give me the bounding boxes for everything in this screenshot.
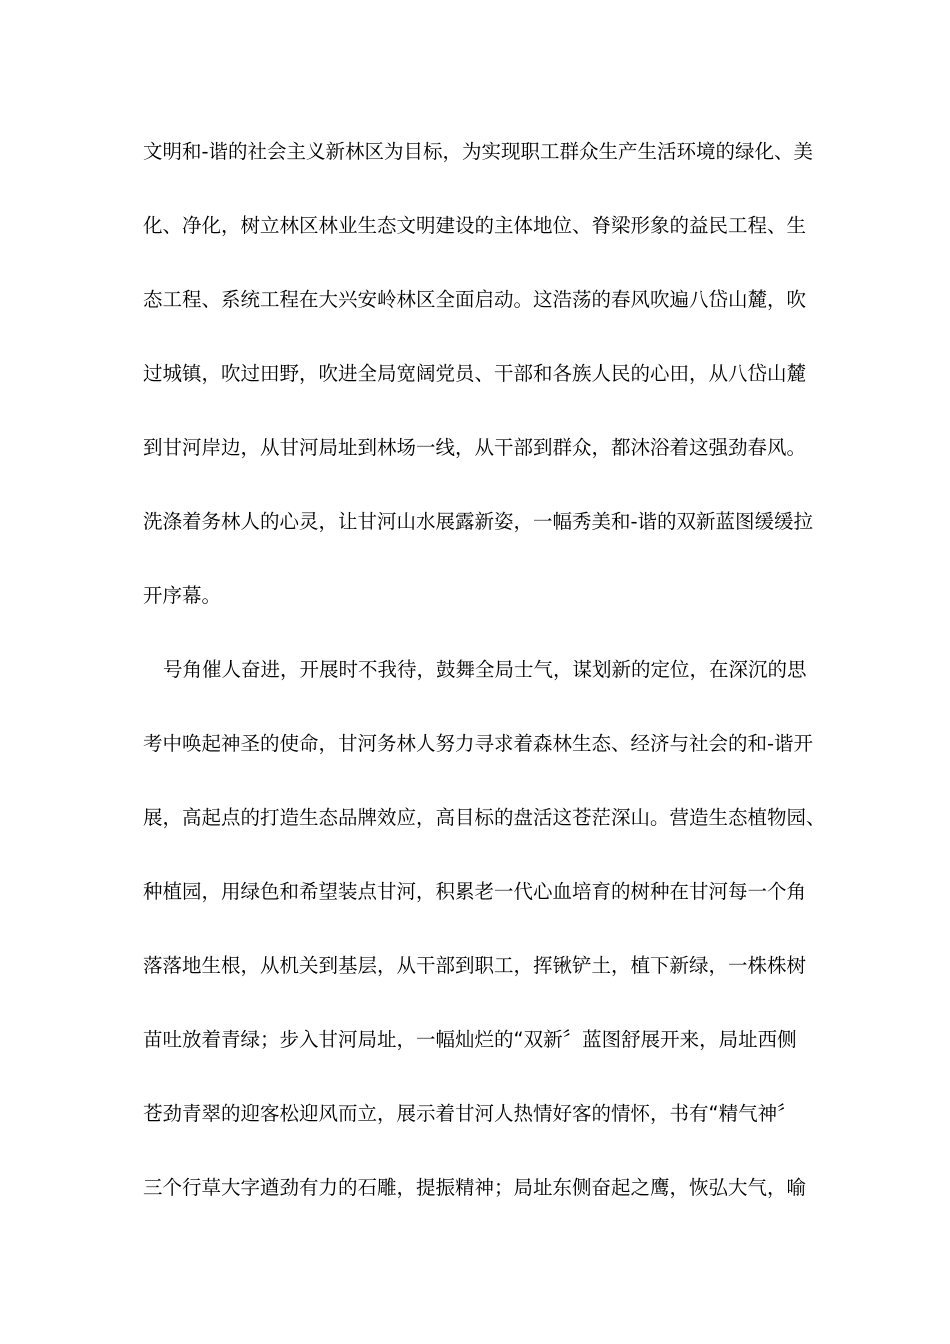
paragraph-line: 种植园，用绿色和希望装点甘河，积累老一代心血培育的树种在甘河每一个角 xyxy=(143,880,807,903)
paragraph-line: 洗涤着务林人的心灵，让甘河山水展露新姿，一幅秀美和-谐的双新蓝图缓缓拉 xyxy=(143,510,814,533)
paragraph-line: 苗吐放着青绿；步入甘河局址，一幅灿烂的“双新〞蓝图舒展开来，局址西侧 xyxy=(143,1028,797,1051)
paragraph-line: 三个行草大字遒劲有力的石雕，提振精神；局址东侧奋起之鹰，恢弘大气，喻 xyxy=(143,1176,807,1199)
paragraph-first-line: 号角催人奋进，开展时不我待，鼓舞全局士气，谋划新的定位，在深沉的思 xyxy=(163,658,807,681)
paragraph-line: 态工程、系统工程在大兴安岭林区全面启动。这浩荡的春风吹遍八岱山麓，吹 xyxy=(143,288,807,311)
document-body xyxy=(143,132,826,1242)
paragraph-line: 文明和-谐的社会主义新林区为目标，为实现职工群众生产生活环境的绿化、美 xyxy=(143,140,814,163)
paragraph-line: 过城镇，吹过田野，吹进全局宽阔党员、干部和各族人民的心田，从八岱山麓 xyxy=(143,362,807,385)
paragraph-line: 展，高起点的打造生态品牌效应，高目标的盘活这苍茫深山。营造生态植物园、 xyxy=(143,806,826,829)
paragraph-line: 开序幕。 xyxy=(143,584,222,607)
paragraph-line: 到甘河岸边，从甘河局址到林场一线，从干部到群众，都沐浴着这强劲春风。 xyxy=(143,436,807,459)
paragraph-line: 考中唤起神圣的使命，甘河务林人努力寻求着森林生态、经济与社会的和-谐开 xyxy=(143,732,814,755)
paragraph-line: 化、净化，树立林区林业生态文明建设的主体地位、脊梁形象的益民工程、生 xyxy=(143,214,807,237)
paragraph-line: 苍劲青翠的迎客松迎风而立，展示着甘河人热情好客的情怀，书有“精气神〞 xyxy=(143,1102,797,1125)
paragraph-line: 落落地生根，从机关到基层，从干部到职工，挥锹铲土，植下新绿，一株株树 xyxy=(143,954,807,977)
